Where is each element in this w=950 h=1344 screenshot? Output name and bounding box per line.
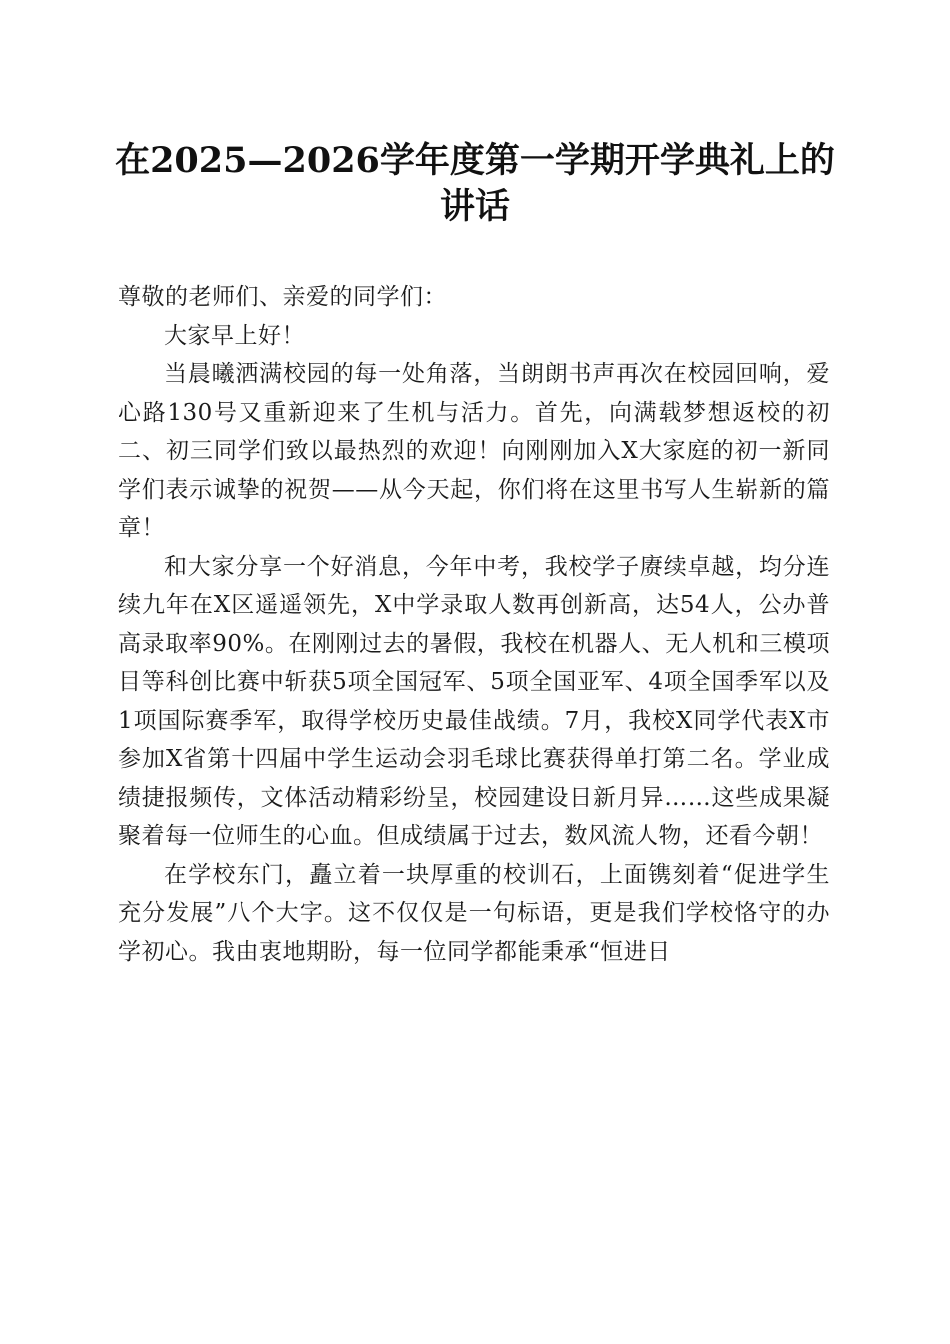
paragraph-2: 和大家分享一个好消息，今年中考，我校学子赓续卓越，均分连续九年在X区遥遥领先，X中学录取人数再创新高，达54人，公办普高录取率90%。在刚刚过去的暑假，我校在机器人、无人机和三模项目等科创比赛中斩获5项全国冠军、5项全国亚军、4项全国季军以及1项国际赛季军，取得学校历史最佳战绩。7月，我校X同学代表X市参加X省第十四届中学生运动会羽毛球比赛获得单打第二名。学业成绩捷报频传，文体活动精彩纷呈，校园建设日新月异……这些成果凝聚着每一位师生的心血。但成绩属于过去，数风流人物，还看今朝！	[118, 553, 830, 849]
document-title: 在2025—2026学年度第一学期开学典礼上的讲话	[115, 140, 835, 227]
document-body	[118, 278, 830, 971]
greeting: 大家早上好！	[164, 322, 305, 349]
salutation: 尊敬的老师们、亲爱的同学们：	[118, 284, 447, 310]
paragraph-1: 当晨曦洒满校园的每一处角落，当朗朗书声再次在校园回响，爱心路130号又重新迎来了生机与活力。首先，向满载梦想返校的初二、初三同学们致以最热烈的欢迎！向刚刚加入X大家庭的初一新同学们表示诚挚的祝贺——从今天起，你们将在这里书写人生崭新的篇章！	[118, 361, 830, 541]
paragraph-3: 在学校东门，矗立着一块厚重的校训石，上面镌刻着“促进学生充分发展”八个大字。这不仅仅是一句标语，更是我们学校恪守的办学初心。我由衷地期盼，每一位同学都能秉承“恒进日	[118, 861, 830, 965]
